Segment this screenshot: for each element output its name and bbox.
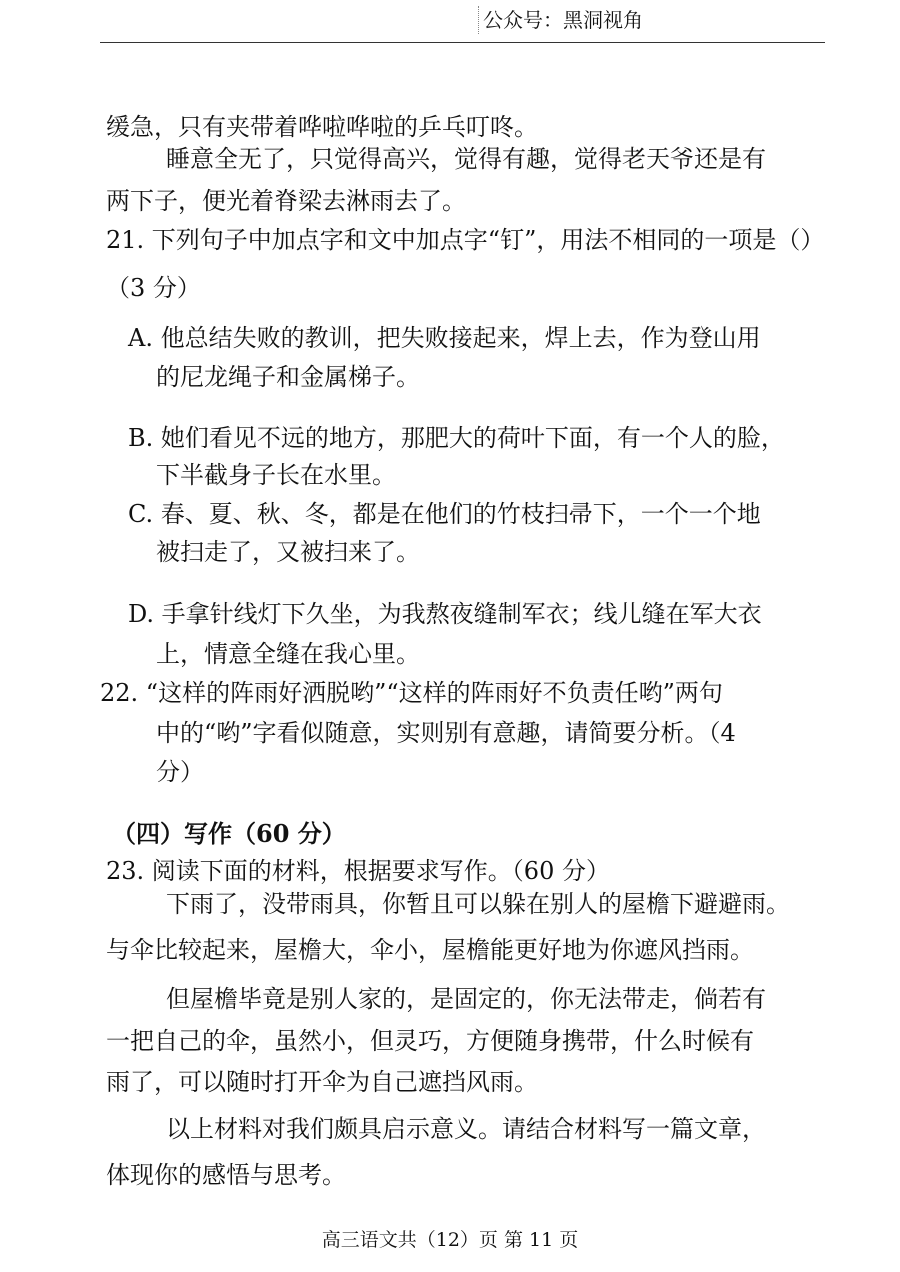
page-header [100,0,825,43]
prompt-line-2: 体现你的感悟与思考。 [106,1161,346,1189]
option-d-line-2: 上，情意全缝在我心里。 [156,640,420,668]
material-line-3: 但屋檐毕竟是别人家的，是固定的，你无法带走，倘若有 [166,985,766,1013]
page-footer: 高三语文共（12）页 第 11 页 [321,1229,579,1251]
question-23: 23. 阅读下面的材料，根据要求写作。（60 分） [106,857,610,885]
material-line-4: 一把自己的伞，虽然小，但灵巧，方便随身携带，什么时候有 [106,1027,754,1055]
option-c-line-2: 被扫走了，又被扫来了。 [156,538,420,566]
option-c-line-1: C. 春、夏、秋、冬，都是在他们的竹枝扫帚下，一个一个地 [128,500,761,528]
passage-line-2: 睡意全无了，只觉得高兴，觉得有趣，觉得老天爷还是有 [166,145,766,173]
question-22-line-1: 22. “这样的阵雨好洒脱哟”“这样的阵雨好不负责任哟”两句 [100,679,723,707]
question-22-line-3: 分） [156,758,204,786]
material-line-5: 雨了，可以随时打开伞为自己遮挡风雨。 [106,1068,538,1096]
question-21: 21. 下列句子中加点字和文中加点字“钉”，用法不相同的一项是（） [106,226,825,254]
prompt-line-1: 以上材料对我们颇具启示意义。请结合材料写一篇文章， [166,1115,766,1143]
passage-line-3: 两下子，便光着脊梁去淋雨去了。 [106,187,466,215]
question-21-score: （3 分） [106,274,201,302]
option-d-line-1: D. 手拿针线灯下久坐，为我熬夜缝制军衣；线儿缝在军大衣 [128,600,762,628]
material-line-1: 下雨了，没带雨具，你暂且可以躲在别人的屋檐下避避雨。 [166,890,790,918]
material-line-2: 与伞比较起来，屋檐大，伞小，屋檐能更好地为你遮风挡雨。 [106,936,754,964]
option-a-line-2: 的尼龙绳子和金属梯子。 [156,363,420,391]
header-title: 公众号：黑洞视角 [478,6,645,34]
option-b-line-2: 下半截身子长在水里。 [156,461,396,489]
option-b-line-1: B. 她们看见不远的地方，那肥大的荷叶下面，有一个人的脸， [128,424,785,452]
option-a-line-1: A. 他总结失败的教训，把失败接起来，焊上去，作为登山用 [128,324,761,352]
passage-line-1: 缓急，只有夹带着哗啦哗啦的乒乓叮咚。 [106,113,538,141]
question-22-line-2: 中的“哟”字看似随意，实则别有意趣，请简要分析。（4 [156,719,736,747]
section-heading-writing: （四）写作（60 分） [112,819,346,848]
